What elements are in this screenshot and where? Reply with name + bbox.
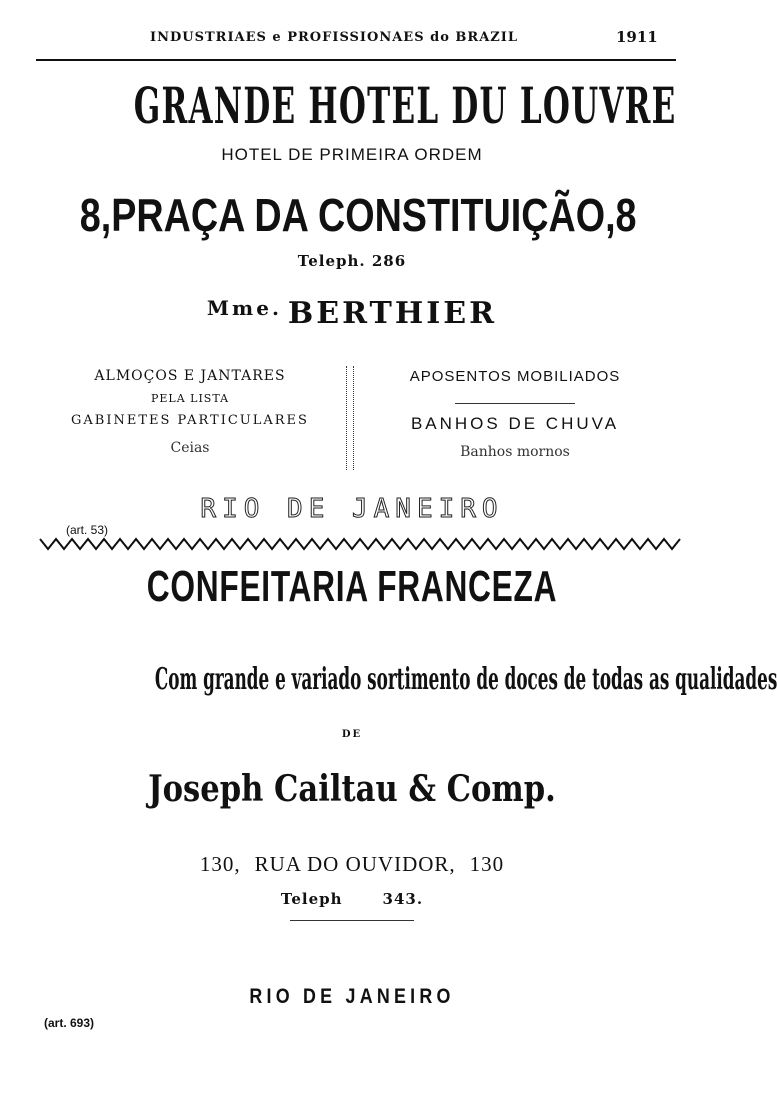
- hotel-title: GRANDE HOTEL DU LOUVRE: [133, 76, 677, 135]
- service-rooms: APOSENTOS MOBILIADOS: [409, 368, 621, 385]
- hotel-city: RIO DE JANEIRO: [200, 494, 504, 524]
- service-warm-baths: Banhos mornos: [460, 444, 570, 460]
- hotel-address-number-right: 8: [615, 189, 637, 241]
- shop-phone: [0, 890, 704, 908]
- zigzag-divider: [40, 538, 680, 550]
- confeitaria-art-ref: (art. 693): [44, 1016, 95, 1030]
- hotel-address: [79, 188, 637, 242]
- shop-address-number-right: 130: [469, 852, 505, 876]
- service-showers: BANHOS DE CHUVA: [410, 414, 620, 433]
- header-rule: [36, 59, 676, 61]
- hotel-subtitle: HOTEL DE PRIMEIRA ORDEM: [221, 145, 483, 164]
- hotel-services-left: [40, 368, 340, 456]
- shop-phone-number: 343.: [382, 890, 424, 908]
- column-divider: [346, 366, 354, 470]
- footer-city: RIO DE JANEIRO: [249, 985, 455, 1008]
- hotel-art-ref: (art. 53): [66, 523, 109, 537]
- shop-phone-label: Teleph: [280, 890, 343, 908]
- shop-address: [0, 852, 704, 877]
- de-label: DE: [341, 729, 363, 740]
- owner-surname: BERTHIER: [287, 296, 498, 331]
- owner-prefix: Mme.: [206, 296, 282, 320]
- service-cabinets: GABINETES PARTICULARES: [71, 413, 309, 428]
- service-menu: PELA LISTA: [150, 392, 230, 405]
- owner-name: [0, 296, 704, 331]
- confeitaria-tagline: Com grande e variado sortimento de doces de todas as qualidades: [154, 662, 777, 697]
- hotel-services-right: [370, 368, 660, 460]
- running-header: INDUSTRIAES e PROFISSIONAES do BRAZIL: [150, 30, 519, 45]
- confeitaria-title: CONFEITARIA FRANCEZA: [146, 562, 558, 611]
- hotel-phone: Teleph. 286: [297, 252, 407, 270]
- hotel-address-street: PRAÇA DA CONSTITUIÇÃO,: [111, 189, 616, 241]
- hotel-address-number-left: 8,: [79, 189, 112, 241]
- shop-address-number-left: 130,: [199, 852, 241, 876]
- shop-address-street: RUA DO OUVIDOR,: [254, 852, 456, 876]
- service-suppers: Ceias: [170, 440, 210, 456]
- shop-rule: [290, 920, 414, 921]
- service-meals: ALMOÇOS E JANTARES: [94, 368, 286, 384]
- services-rule: [455, 403, 575, 404]
- company-name: Joseph Cailtau & Comp.: [148, 768, 556, 810]
- page-number: 1911: [616, 28, 658, 46]
